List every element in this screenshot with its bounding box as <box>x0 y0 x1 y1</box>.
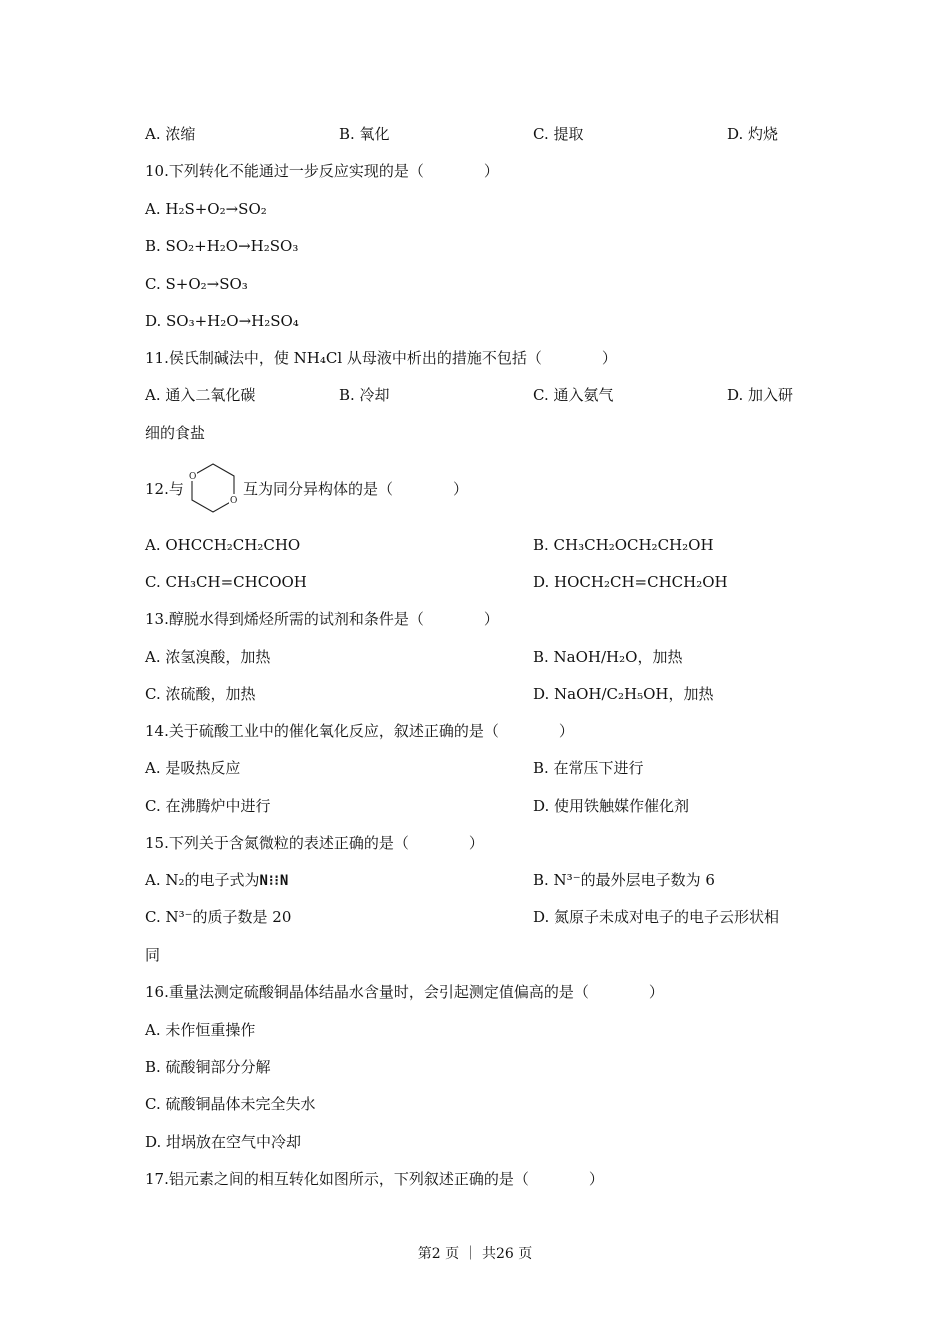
q14-stem: 14.关于硫酸工业中的催化氧化反应，叙述正确的是（ ） <box>145 722 574 740</box>
q11-stem: 11.侯氏制碱法中，使 NH₄Cl 从母液中析出的措施不包括（ ） <box>145 349 617 367</box>
q11-option-b: B. 冷却 <box>339 386 390 404</box>
q10-option-b: B. SO₂+H₂O→H₂SO₃ <box>145 237 299 255</box>
q13-option-c: C. 浓硫酸，加热 <box>145 685 256 703</box>
q12-option-c: C. CH₃CH=CHCOOH <box>145 573 307 591</box>
q12-prefix: 12.与 <box>145 480 184 498</box>
q15-option-d-wrap: 同 <box>145 946 161 964</box>
q13-option-a: A. 浓氢溴酸，加热 <box>145 648 271 666</box>
q12-option-b: B. CH₃CH₂OCH₂CH₂OH <box>533 536 714 554</box>
q15-option-a <box>145 870 289 891</box>
q12-option-a: A. OHCCH₂CH₂CHO <box>145 536 301 554</box>
q13-option-b: B. NaOH/H₂O，加热 <box>533 648 683 666</box>
q17-stem: 17.铝元素之间的相互转化如图所示，下列叙述正确的是（ ） <box>145 1170 604 1188</box>
q11-option-d-wrap: 细的食盐 <box>145 424 206 442</box>
oxygen-atom-label: O <box>189 472 197 482</box>
oxygen-atom-label: O <box>230 496 238 506</box>
q12-suffix: 互为同分异构体的是（ ） <box>243 480 469 498</box>
q16-option-c: C. 硫酸铜晶体未完全失水 <box>145 1095 316 1113</box>
q11-option-a: A. 通入二氧化碳 <box>145 386 256 404</box>
q10-option-c: C. S+O₂→SO₃ <box>145 275 248 293</box>
q11-option-d: D. 加入研 <box>727 386 794 404</box>
q15-option-b: B. N³⁻的最外层电子数为 6 <box>533 871 715 889</box>
page-footer: 第2 页 ｜ 共26 页 <box>417 1246 533 1262</box>
q9-option-d: D. 灼烧 <box>727 125 779 143</box>
q13-option-d: D. NaOH/C₂H₅OH，加热 <box>533 685 714 703</box>
dioxane-structure <box>188 462 238 514</box>
q10-option-d: D. SO₃+H₂O→H₂SO₄ <box>145 312 299 330</box>
q15-option-d: D. 氮原子未成对电子的电子云形状相 <box>533 908 780 926</box>
q15-option-c: C. N³⁻的质子数是 20 <box>145 908 292 926</box>
q15-option-a-text: A. N₂的电子式为 <box>145 871 260 889</box>
q13-stem: 13.醇脱水得到烯烃所需的试剂和条件是（ ） <box>145 610 499 628</box>
q16-option-b: B. 硫酸铜部分分解 <box>145 1058 271 1076</box>
q10-stem: 10.下列转化不能通过一步反应实现的是（ ） <box>145 162 499 180</box>
q14-option-c: C. 在沸腾炉中进行 <box>145 797 271 815</box>
n2-electron-formula: N⁝⁝N <box>259 873 290 889</box>
q9-option-b: B. 氧化 <box>339 125 390 143</box>
q12-option-d: D. HOCH₂CH=CHCH₂OH <box>533 573 728 591</box>
q9-option-c: C. 提取 <box>533 125 584 143</box>
q10-option-a: A. H₂S+O₂→SO₂ <box>145 200 267 218</box>
q14-option-a: A. 是吸热反应 <box>145 759 241 777</box>
q16-option-d: D. 坩埚放在空气中冷却 <box>145 1133 302 1151</box>
q16-option-a: A. 未作恒重操作 <box>145 1021 256 1039</box>
q9-option-a: A. 浓缩 <box>145 125 196 143</box>
q15-stem: 15.下列关于含氮微粒的表述正确的是（ ） <box>145 834 484 852</box>
q11-option-c: C. 通入氨气 <box>533 386 614 404</box>
q14-option-b: B. 在常压下进行 <box>533 759 644 777</box>
q16-stem: 16.重量法测定硫酸铜晶体结晶水含量时，会引起测定值偏高的是（ ） <box>145 983 664 1001</box>
q14-option-d: D. 使用铁触媒作催化剂 <box>533 797 690 815</box>
